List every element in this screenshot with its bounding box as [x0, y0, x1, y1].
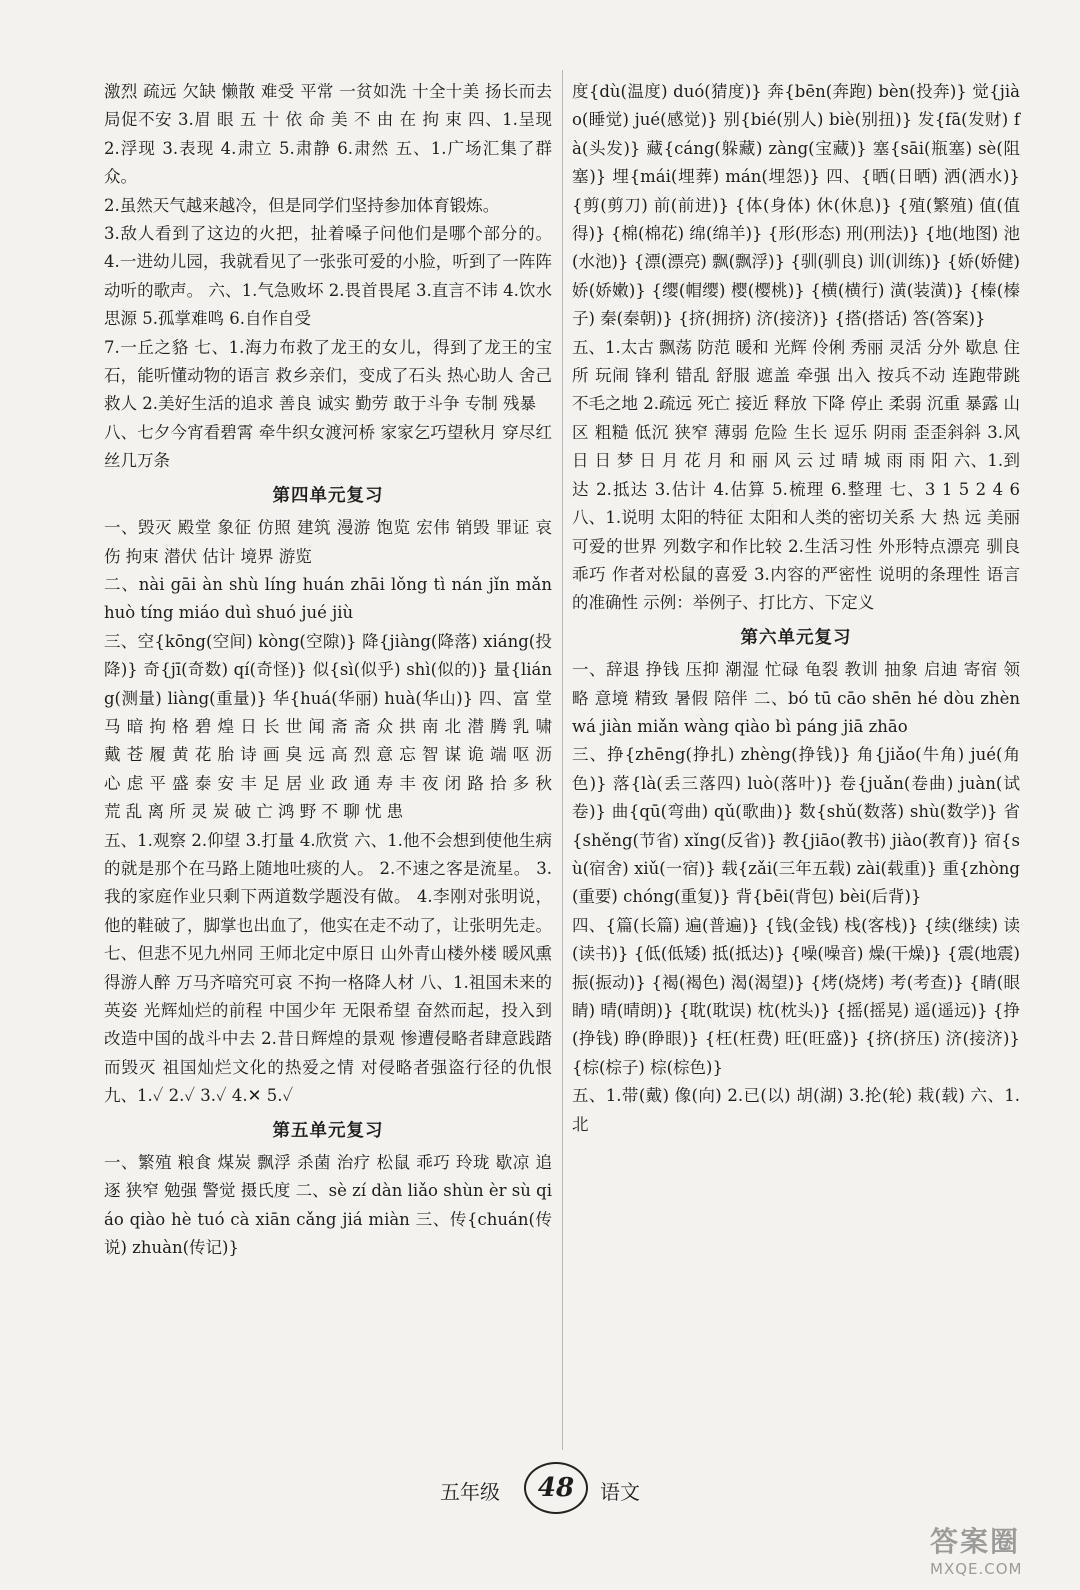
answer-paragraph: 三、空{kōng(空间) kòng(空隙)} 降{jiàng(降落) xiáng(投降)} 奇{jī(奇数) qí(奇怪)} 似{sì(似乎) shì(似的)} 量{liáng(测量) liàng(重量)} 华{huá(华丽) huà(华山)} 四、富 堂 马 暗 拘 格 碧 煌 日 长 世 闻 斋 斋 众 拱 南 北 潜 腾 乳 啸 戴 苍 履 黄 花 胎 诗 画 臭 远 高 烈 意 忘 智 谋 诡 端 呕 沥 心 虑 平 盛 泰 安 丰 足 居 业 政 通 寿 丰 夜 闭 路 拾 多 秋 荒 乱 离 所 灵 炭 破 亡 鸿 野 不 聊 忧 患: [104, 631, 552, 822]
answer-paragraph: 二、nài gāi àn shù líng huán zhāi lǒng tì nán jǐn mǎn huò tíng miáo duì shuó jué jiù: [104, 574, 552, 623]
answer-paragraph: 五、1.太古 飘荡 防范 暖和 光辉 伶俐 秀丽 灵活 分外 歇息 住所 玩闹 锋利 错乱 舒服 遮盖 牵强 出入 按兵不动 连跑带跳 不毛之地 2.疏远 死亡 接近 释放 下降 停止 柔弱 沉重 暴露 山区 粗糙 低沉 狭窄 薄弱 危险 生长 逗乐 阴雨 歪歪斜斜 3.风 日 日 梦 日 月 花 月 和 丽 风 云 过 晴 城 雨 雨 阳 六、1.到达 2.抵达 3.估计 4.估算 5.梳理 6.整理 七、3 1 5 2 4 6 八、1.说明 太阳的特征 太阳和人类的密切关系 大 热 远 美丽可爱的世界 列数字和作比较 2.生活习性 外形特点漂亮 驯良 乖巧 作者对松鼠的喜爱 3.内容的严密性 说明的条理性 语言的准确性 示例：举例子、打比方、下定义: [572, 337, 1020, 613]
watermark-url: MXQE.COM: [930, 1560, 1023, 1578]
column-divider: [562, 70, 563, 1450]
answer-paragraph: 三、挣{zhēng(挣扎) zhèng(挣钱)} 角{jiǎo(牛角) jué(角色)} 落{là(丢三落四) luò(落叶)} 卷{juǎn(卷曲) juàn(试卷)} 曲{qū(弯曲) qǔ(歌曲)} 数{shǔ(数落) shù(数学)} 省{shěng(节省) xǐng(反省)} 教{jiāo(教书) jiào(教育)} 宿{sù(宿舍) xiǔ(一宿)} 载{zǎi(三年五载) zài(载重)} 重{zhòng(重要) chóng(重复)} 背{bēi(背包) bèi(后背)}: [572, 745, 1020, 907]
answer-paragraph: 一、繁殖 粮食 煤炭 飘浮 杀菌 治疗 松鼠 乖巧 玲珑 歇凉 追逐 狭窄 勉强 警觉 摄氏度 二、sè zí dàn liǎo shùn èr sù qiáo qiào hè tuó cà xiān cǎng jiá miàn 三、传{chuán(传说) zhuàn(传记)}: [104, 1153, 552, 1258]
answer-paragraph: 度{dù(温度) duó(猜度)} 奔{bēn(奔跑) bèn(投奔)} 觉{jiào(睡觉) jué(感觉)} 别{bié(别人) biè(别扭)} 发{fā(发财) fà(头发)} 藏{cáng(躲藏) zàng(宝藏)} 塞{sāi(瓶塞) sè(阻塞)} 埋{mái(埋葬) mán(埋怨)} 四、{晒(日晒) 洒(洒水)} {剪(剪刀) 前(前进)} {体(身体) 休(休息)} {殖(繁殖) 值(值得)} {棉(棉花) 绵(绵羊)} {形(形态) 刑(刑法)} {地(地图) 池(水池)} {漂(漂亮) 飘(飘浮)} {驯(驯良) 训(训练)} {娇(娇健) 娇(娇嫩)} {缨(帽缨) 樱(樱桃)} {横(横行) 潢(装潢)} {榛(榛子) 秦(秦朝)} {挤(拥挤) 济(接济)} {搭(搭话) 答(答案)}: [572, 82, 1020, 329]
page-number: 48: [524, 1462, 588, 1514]
page-footer: [0, 1458, 1080, 1518]
answer-paragraph: 五、1.带(戴) 像(向) 2.已(以) 胡(湖) 3.抡(轮) 栽(载) 六、1.北: [572, 1086, 1020, 1134]
answer-paragraph: 四、{篇(长篇) 遍(普遍)} {钱(金钱) 栈(客栈)} {续(继续) 读(读书)} {低(低矮) 抵(抵达)} {噪(噪音) 燥(干燥)} {震(地震) 振(振动)} {褐(褐色) 渴(渴望)} {烤(烧烤) 考(考查)} {睛(眼睛) 晴(晴朗)} {耽(耽误) 枕(枕头)} {摇(摇晃) 遥(遥远)} {挣(挣钱) 睁(睁眼)} {枉(枉费) 旺(旺盛)} {挤(挤压) 济(接济)} {棕(棕子) 棕(棕色)}: [572, 915, 1020, 1077]
answer-paragraph: 激烈 疏远 欠缺 懒散 难受 平常 一贫如洗 十全十美 扬长而去 局促不安 3.眉 眼 五 十 依 命 美 不 由 在 拘 束 四、1.呈现 2.浮现 3.表现 4.肃立 5.肃静 6.肃然 五、1.广场汇集了群众。: [104, 82, 552, 187]
answer-paragraph: 一、辞退 挣钱 压抑 潮湿 忙碌 龟裂 教训 抽象 启迪 寄宿 领略 意境 精致 暑假 陪伴 二、bó tū cāo shēn hé dòu zhèn wá jiàn miǎn wàng qiào bì páng jiā zhāo: [572, 660, 1020, 736]
answer-paragraph: 八、七夕今宵看碧霄 牵牛织女渡河桥 家家乞巧望秋月 穿尽红丝几万条: [104, 422, 552, 471]
answer-paragraph: 一、毁灭 殿堂 象征 仿照 建筑 漫游 饱览 宏伟 销毁 罪证 哀伤 拘束 潜伏 估计 境界 游览: [104, 518, 552, 566]
answer-paragraph: 五、1.观察 2.仰望 3.打量 4.欣赏 六、1.他不会想到使他生病的就是那个在马路上随地吐痰的人。 2.不速之客是流星。 3.我的家庭作业只剩下两道数学题没有做。 4.李刚对张明说，他的鞋破了，脚掌也出血了，他实在走不动了，让张明先走。 七、但悲不见九州同 王师北定中原日 山外青山楼外楼 暖风熏得游人醉 万马齐喑究可哀 不拘一格降人材 八、1.祖国未来的英姿 光辉灿烂的前程 中国少年 无限希望 奋然而起，投入到改造中国的战斗中去 2.昔日辉煌的景观 惨遭侵略者肆意践踏而毁灭 祖国灿烂文化的热爱之情 对侵略者强盗行径的仇恨 九、1.✓ 2.✓ 3.✓ 4.✕ 5.✓: [104, 830, 552, 1106]
answer-paragraph: 2.虽然天气越来越冷，但是同学们坚持参加体育锻炼。: [104, 195, 500, 215]
footer-subject: 语文: [600, 1480, 640, 1504]
answer-paragraph: 7.一丘之貉 七、1.海力布救了龙王的女儿，得到了龙王的宝石，能听懂动物的语言 救乡亲们，变成了石头 热心助人 舍己救人 2.美好生活的追求 善良 诚实 勤劳 敢于斗争 专制 残暴: [104, 337, 552, 414]
left-column: [104, 78, 552, 1263]
section-heading-unit5: 第五单元复习: [272, 1120, 384, 1141]
footer-grade: 五年级: [440, 1480, 500, 1504]
section-heading-unit4: 第四单元复习: [272, 485, 384, 506]
right-column: [572, 78, 1020, 1139]
watermark-title: 答案圈: [930, 1525, 1021, 1558]
site-watermark-logo: [930, 1520, 1070, 1582]
section-heading-unit6: 第六单元复习: [740, 627, 852, 648]
answer-paragraph: 3.敌人看到了这边的火把，扯着嗓子问他们是哪个部分的。 4.一进幼儿园，我就看见了一张张可爱的小脸，听到了一阵阵动听的歌声。 六、1.气急败坏 2.畏首畏尾 3.直言不讳 4.饮水思源 5.孤掌难鸣 6.自作自受: [104, 224, 552, 329]
